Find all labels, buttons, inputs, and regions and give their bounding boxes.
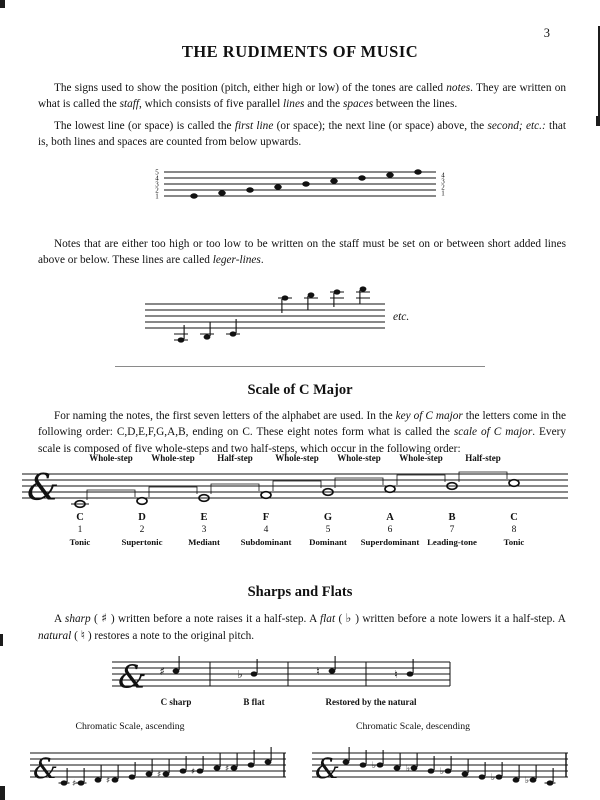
svg-text:4: 4	[263, 525, 269, 535]
svg-text:♯: ♯	[224, 764, 230, 774]
degree-names	[70, 537, 525, 547]
svg-text:3: 3	[441, 177, 445, 186]
step-labels	[89, 453, 501, 463]
leger-paragraph: Notes that are either too high or too low to be written on the staff must be set on or between short added lines above or below. These lines are called leger-lines.	[38, 238, 566, 267]
numbered-staff-diagram	[150, 162, 450, 208]
svg-text:2: 2	[155, 186, 159, 195]
sharps-paragraph: A sharp ( ♯ ) written before a note raises it a half-step. A flat ( ♭ ) written before a note lowers it a half-step. A natural ( ♮ ) restores a note to the original pitch.	[38, 611, 566, 643]
svg-text:C: C	[76, 512, 84, 523]
svg-text:Dominant: Dominant	[309, 537, 347, 547]
svg-text:B: B	[448, 512, 456, 523]
svg-text:♭: ♭	[490, 773, 496, 783]
sharps-heading: Sharps and Flats	[247, 584, 353, 600]
svg-text:1: 1	[441, 189, 445, 198]
svg-text:Whole-step: Whole-step	[275, 453, 319, 463]
svg-text:Leading-tone: Leading-tone	[427, 537, 477, 547]
leger-lines-above	[278, 292, 370, 298]
svg-text:C sharp: C sharp	[160, 697, 192, 707]
svg-text:4: 4	[441, 171, 445, 180]
svg-text:♯: ♯	[159, 665, 165, 678]
svg-text:3: 3	[155, 180, 159, 189]
c-major-scale-diagram	[20, 452, 580, 552]
low-notes	[178, 319, 237, 343]
svg-text:♯: ♯	[190, 767, 196, 777]
svg-text:Whole-step: Whole-step	[151, 453, 195, 463]
degree-numbers	[78, 525, 517, 535]
page-title: THE RUDIMENTS OF MUSIC	[181, 42, 419, 61]
svg-text:Half-step: Half-step	[217, 453, 253, 463]
svg-text:Subdominant: Subdominant	[240, 537, 292, 547]
staff-lines	[145, 304, 385, 328]
svg-text:5: 5	[325, 525, 331, 535]
svg-text:Supertonic: Supertonic	[121, 537, 163, 547]
treble-clef-icon: &	[315, 752, 340, 785]
svg-text:2: 2	[441, 183, 445, 192]
svg-text:♯: ♯	[105, 776, 111, 786]
chromatic-descending-staff	[310, 735, 572, 799]
svg-text:5: 5	[155, 168, 159, 177]
line-numbers-left	[155, 169, 159, 201]
accidentals-example	[110, 648, 470, 718]
svg-text:♭: ♭	[371, 761, 377, 771]
note-letters	[76, 512, 518, 523]
svg-text:8: 8	[511, 525, 517, 535]
svg-text:♯: ♯	[71, 779, 77, 789]
svg-text:6: 6	[387, 525, 393, 535]
section-divider	[115, 366, 485, 367]
svg-text:♭: ♭	[524, 776, 530, 786]
svg-text:F: F	[262, 512, 270, 523]
svg-text:G: G	[323, 512, 333, 523]
svg-text:♯: ♯	[156, 770, 162, 780]
svg-text:♮: ♮	[316, 665, 320, 678]
treble-clef-icon: &	[33, 752, 58, 785]
svg-text:2: 2	[139, 525, 145, 535]
svg-text:Half-step: Half-step	[465, 453, 501, 463]
svg-text:3: 3	[201, 525, 207, 535]
svg-text:D: D	[138, 512, 146, 523]
svg-text:♭: ♭	[405, 764, 411, 774]
svg-text:Superdominant: Superdominant	[360, 537, 420, 547]
svg-text:B flat: B flat	[243, 697, 265, 707]
svg-text:1: 1	[155, 192, 159, 201]
leger-lines-diagram	[135, 268, 465, 358]
treble-clef-icon: &	[27, 468, 60, 509]
scale-heading: Scale of C Major	[247, 382, 353, 398]
etc-label: etc.	[393, 311, 410, 323]
chromatic-descending-caption: Chromatic Scale, descending	[356, 721, 470, 732]
high-notes	[282, 286, 367, 313]
chromatic-ascending-caption: Chromatic Scale, ascending	[75, 721, 185, 732]
chromatic-ascending-staff	[28, 735, 290, 799]
treble-clef-icon: &	[118, 658, 147, 696]
svg-text:Restored by the natural: Restored by the natural	[325, 697, 417, 707]
intro-paragraph-2: The lowest line (or space) is called the first line (or space); the next line (or space) above, the second; etc.: that is, both lines and spaces are counted from below upwards.	[38, 120, 566, 149]
svg-text:Whole-step: Whole-step	[337, 453, 381, 463]
staff-lines	[22, 474, 568, 498]
svg-text:Mediant: Mediant	[188, 537, 220, 547]
scale-paragraph: For naming the notes, the first seven letters of the alphabet are used. In the key of C major the letters come in the following order: C,D,E,F,G,A,B, ending on C. These eight notes form what is called the scale of C major. Every scale is composed of five whole-steps and two half-steps, which occur in the following order:	[38, 410, 567, 455]
page-number: 3	[543, 26, 550, 40]
staff-lines	[164, 172, 436, 196]
svg-text:4: 4	[155, 174, 159, 183]
svg-text:♭: ♭	[237, 668, 243, 681]
scan-artifact-right-blob	[596, 116, 600, 126]
svg-text:♮: ♮	[394, 668, 398, 681]
svg-text:1: 1	[77, 525, 83, 535]
svg-text:7: 7	[449, 525, 455, 535]
svg-text:♭: ♭	[439, 767, 445, 777]
accidental-glyphs	[159, 665, 398, 681]
svg-text:Tonic: Tonic	[69, 537, 91, 547]
svg-text:Whole-step: Whole-step	[399, 453, 443, 463]
svg-text:A: A	[386, 512, 394, 523]
svg-text:Whole-step: Whole-step	[89, 453, 133, 463]
intro-paragraph-1: The signs used to show the position (pitch, either high or low) of the tones are called notes. They are written on what is called the staff, which consists of five parallel lines and the spaces between the lines.	[38, 82, 567, 111]
svg-text:E: E	[200, 512, 208, 523]
example-labels	[161, 697, 417, 707]
scale-whole-notes	[75, 480, 519, 508]
scan-artifact-left-mark	[0, 634, 3, 646]
svg-text:Tonic: Tonic	[503, 537, 525, 547]
space-numbers-right	[441, 172, 445, 198]
svg-text:C: C	[510, 512, 518, 523]
scan-artifact-top-left	[0, 0, 5, 8]
scan-artifact-bottom-left	[0, 786, 5, 800]
